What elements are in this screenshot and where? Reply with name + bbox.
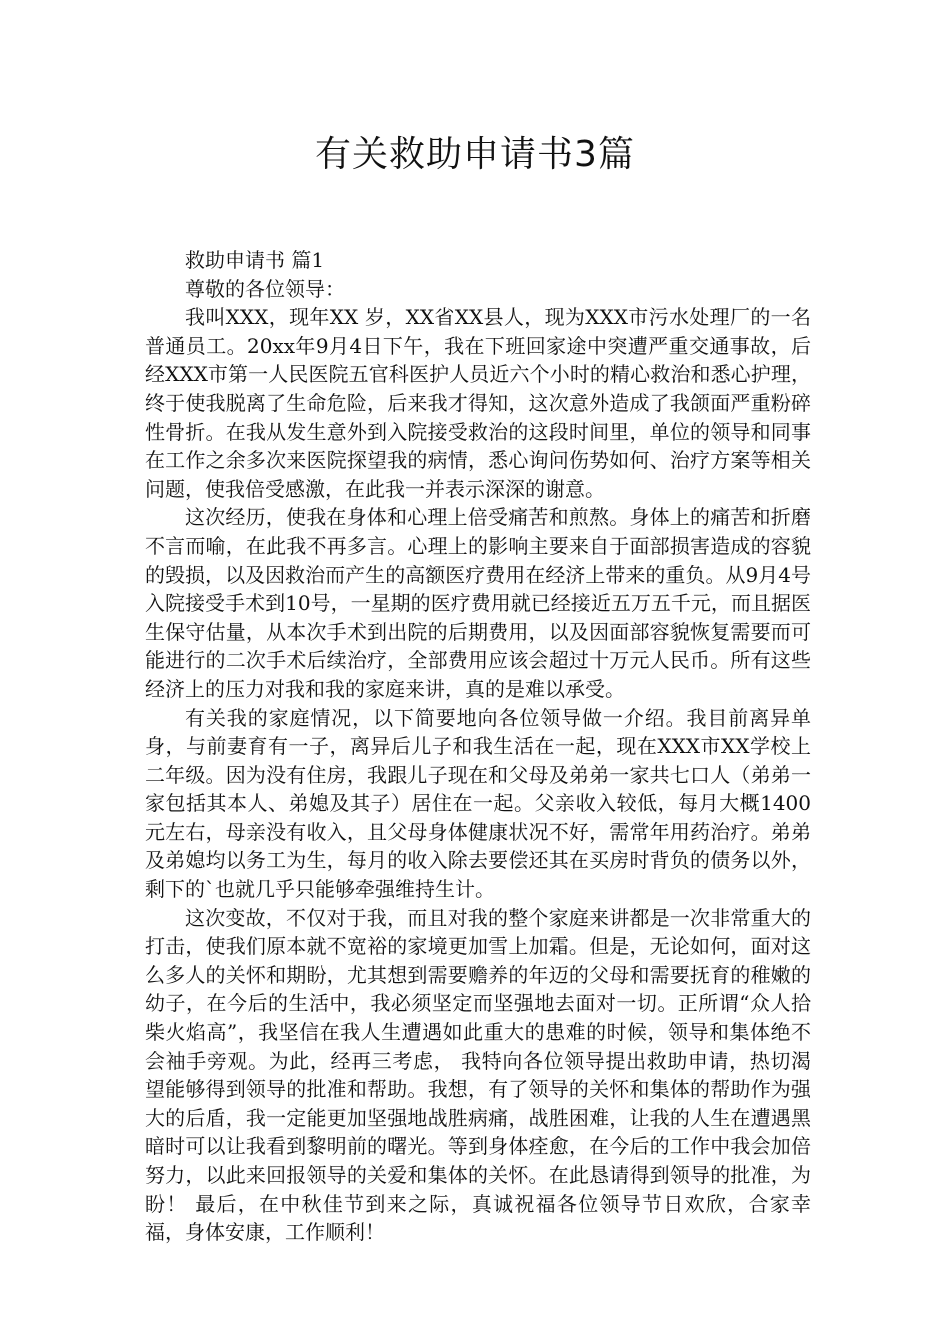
document-title: 有关救助申请书3篇: [315, 134, 635, 175]
body-paragraph: 这次经历，使我在身体和心理上倍受痛苦和煎熬。身体上的痛苦和折磨不言而喻，在此我不再多言。心理上的影响主要来自于面部损害造成的容貌的毁损，以及因救治而产生的高额医疗费用在经济上带来的重负。从9月4号入院接受手术到10号，一星期的医疗费用就已经接近五万五千元，而且据医生保守估量，从本次手术到出院的后期费用，以及因面部容貌恢复需要而可能进行的二次手术后续治疗，全部费用应该会超过十万元人民币。所有这些经济上的压力对我和我的家庭来讲，真的是难以承受。: [145, 505, 811, 701]
body-paragraph: 我叫XXX，现年XX 岁，XX省XX县人，现为XXX市污水处理厂的一名普通员工。20xx年9月4日下午，我在下班回家途中突遭严重交通事故，后经XXX市第一人民医院五官科医护人员近六个小时的精心救治和悉心护理，终于使我脱离了生命危险，后来我才得知，这次意外造成了我颌面严重粉碎性骨折。在我从发生意外到入院接受救治的这段时间里，单位的领导和同事在工作之余多次来医院探望我的病情，悉心询问伤势如何、治疗方案等相关问题，使我倍受感激，在此我一并表示深深的谢意。: [145, 305, 811, 501]
salutation: 尊敬的各位领导：: [185, 276, 345, 301]
section-heading: 救助申请书 篇1: [185, 248, 325, 272]
body-paragraph: 有关我的家庭情况，以下简要地向各位领导做一介绍。我目前离异单身，与前妻育有一子，离异后儿子和我生活在一起，现在XXX市XX学校上二年级。因为没有住房，我跟儿子现在和父母及弟弟一家共七口人（弟弟一家包括其本人、弟媳及其子）居住在一起。父亲收入较低，每月大概1400元左右，母亲没有收入，且父母身体健康状况不好，需常年用药治疗。弟弟及弟媳均以务工为生，每月的收入除去要偿还其在买房时背负的债务以外，剩下的`也就几乎只能够牵强维持生计。: [145, 705, 811, 902]
body-paragraph: 这次变故，不仅对于我，而且对我的整个家庭来讲都是一次非常重大的打击，使我们原本就不宽裕的家境更加雪上加霜。但是，无论如何，面对这么多人的关怀和期盼，尤其想到需要赡养的年迈的父母和需要抚育的稚嫩的幼子，在今后的生活中，我必须坚定而坚强地去面对一切。正所谓“众人拾柴火焰高”，我坚信在我人生遭遇如此重大的患难的时候，领导和集体绝不会袖手旁观。为此，经再三考虑， 我特向各位领导提出救助申请，热切渴望能够得到领导的批准和帮助。我想，有了领导的关怀和集体的帮助作为强大的后盾，我一定能更加坚强地战胜病痛，战胜困难，让我的人生在遭遇黑暗时可以让我看到黎明前的曙光。等到身体痊愈，在今后的工作中我会加倍努力，以此来回报领导的关爱和集体的关怀。在此恳请得到领导的批准，为盼！ 最后，在中秋佳节到来之际，真诚祝福各位领导节日欢欣，合家幸福，身体安康，工作顺利！: [145, 905, 811, 1245]
document-body: [145, 246, 811, 1247]
